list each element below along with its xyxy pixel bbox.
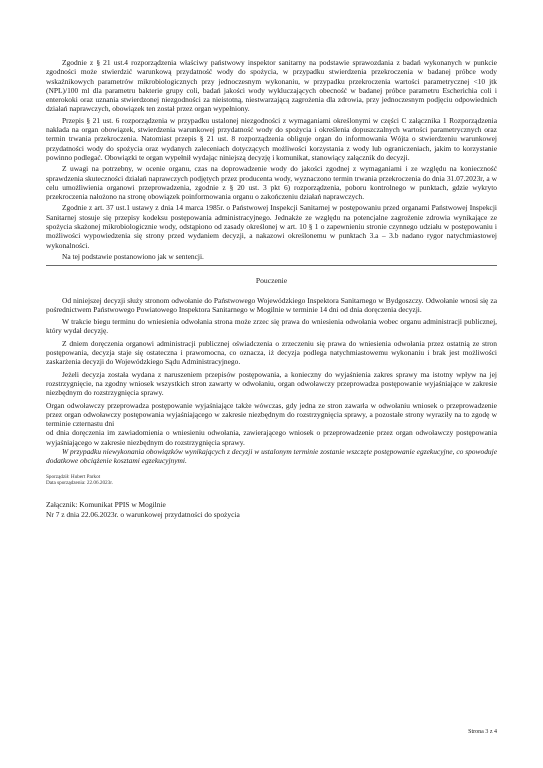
pouczenie-waiver-effect: Z dniem doręczenia organowi administracji publicznej oświadczenia o zrzeczeniu się prawa do wniesienia odwołania przez ostatnią ze stron postępowania, decyzja staje się ostateczna i prawomocna, co oznacza, iż decyzja podlega natychmiastowemu wykonaniu i brak jest możliwości zaskarżenia decyzji do Wojewódzkiego Sądu Administracyjnego. <box>46 338 497 367</box>
document-metadata <box>46 474 497 487</box>
prepared-by: Sporządził: Hubert Parkot <box>46 473 101 480</box>
attachment-line-1: Załącznik: Komunikat PPIS w Mogilnie <box>46 500 166 510</box>
pouczenie-enforcement: W przypadku niewykonania obowiązków wynikających z decyzji w ustalonym terminie zostanie wszczęte postępowanie egzekucyjne, co spowoduje dodatkowe obciążenie kosztami egzekucyjnymi. <box>46 446 498 466</box>
attachment-note <box>46 500 497 519</box>
pouczenie-explanatory-proceedings: Jeżeli decyzja została wydana z naruszeniem przepisów postępowania, a konieczny do wyjaśnienia zakres sprawy ma istotny wpływ na jej rozstrzygnięcie, na zgodny wniosek wszystkich stron zawarty w odwołaniu, organ odwoławczy przeprowadza postępowanie wyjaśniające w zakresie niezbędnym do rozstrzygnięcia sprawy. <box>46 369 497 398</box>
section-divider <box>46 265 497 266</box>
attachment-line-2: Nr 7 z dnia 22.06.2023r. o warunkowej przydatności do spożycia <box>46 509 240 519</box>
paragraph-21-6-8: Przepis § 21 ust. 6 rozporządzenia w przypadku ustalonej niezgodności z wymaganiami określonymi w części C załącznika 1 Rozporządzenia nakłada na organ obowiązek, stwierdzenia warunkowej przydatność wody do spożycia i określenia dopuszczalnych wartości parametrycznych oraz termin trwania przekroczenia. Natomiast przepis § 21 ust. 8 rozporządzenia obliguje organ do informowania Wójta o stwierdzeniu warunkowej przydatności wody do spożycia oraz wydanych zaleceniach dotyczących możliwości korzystania z wody lub ograniczeniach, jakim to korzystanie powinno podlegać. Obowiązki te organ wypełnił wydając niniejszą decyzję i komunikat, stanowiący załącznik do decyzji. <box>46 115 497 162</box>
pouczenie-explanatory-request: Organ odwoławczy przeprowadza postępowanie wyjaśniające także wówczas, gdy jedna ze stron zawarła w odwołaniu wniosek o przeprowadzenie przez organ odwoławczy postępowania wyjaśniającego w zakresie niezbędnym do rozstrzygnięcia sprawy, a pozostałe strony wyraziły na to zgodę w terminie czternastu dni <box>46 400 497 429</box>
decision-justification <box>46 58 497 519</box>
page-number: Strona 3 z 4 <box>468 729 497 735</box>
section-heading-pouczenie: Pouczenie <box>255 276 288 286</box>
pouczenie-appeal: Od niniejszej decyzji służy stronom odwołanie do Państwowego Wojewódzkiego Inspektora Sanitarnego w Bydgoszczy. Odwołanie wnosi się za pośrednictwem Państwowego Powiatowego Inspektora Sanitarnego w Mogilnie w terminie 14 dni od dnia doręczenia decyzji. <box>46 295 497 314</box>
pouczenie-section <box>46 296 497 466</box>
paragraph-deadline: Z uwagi na potrzebny, w ocenie organu, czas na doprowadzenie wody do jakości zgodnej z wymaganiami i ze względu na konieczność sprawdzenia skuteczności działań naprawczych podjętych przez producenta wody, wyznaczono termin trwania przekroczenia do dnia 31.07.2023r, a w celu umożliwienia organowi przeprowadzenia, zgodnie z § 20 ust. 3 pkt 6) rozporządzenia, poboru kontrolnego w punktach, gdzie wykryto przekroczenia nałożono na stronę obowiązek poinformowania organu o zakończeniu działań naprawczych. <box>46 164 497 202</box>
pouczenie-explanatory-request-cont: od dnia doręczenia im zawiadomienia o wniesieniu odwołania, zawierającego wniosek o przeprowadzenie przez organ odwoławczy postępowania wyjaśniającego w zakresie niezbędnym do rozstrzygnięcia sprawy. <box>46 428 497 447</box>
paragraph-21-4: Zgodnie z § 21 ust.4 rozporządzenia właściwy państwowy inspektor sanitarny na podstawie sprawozdania z badań wykonanych w punkcie zgodności może stwierdzić warunkową przydatność wody do spożycia, w przypadku stwierdzenia przekroczenia w badanej próbce wody wskaźnikowych parametrów mikrobiologicznych przy jednoczesnym wykonaniu, w przypadku przekroczenia wartości parametrycznej <10 jtk (NPL)/100 ml dla parametru bakterie grupy coli, badań jakości wody wykluczających obecność w badanej próbce parametru Escherichia coli i enterokoki oraz uznania stwierdzonej niezgodności za nieistotną, niestwarzającą zagrożenia dla zdrowia, przy jednoczesnym podjęciu odpowiednich działań naprawczych, obowiązek ten został przez organ wypełniony. <box>46 58 497 114</box>
pouczenie-waiver: W trakcie biegu terminu do wniesienia odwołania strona może zrzec się prawa do wniesienia odwołania wobec organu administracji publicznej, który wydał decyzję. <box>46 317 497 336</box>
preparation-date: Data sporządzenia: 22.06.2023r. <box>46 479 113 486</box>
paragraph-conclusion: Na tej podstawie postanowiono jak w sentencji. <box>62 251 204 261</box>
paragraph-art-37: Zgodnie z art. 37 ust.1 ustawy z dnia 14 marca 1985r. o Państwowej Inspekcji Sanitarnej w postępowaniu przed organami Państwowej Inspekcji Sanitarnej stosuje się przepisy kodeksu postępowania administracyjnego. Jednakże ze względu na potencjalne zagrożenie zdrowia wynikające ze spożycia skażonej mikrobiologicznie wody, odstąpiono od zasady określonej w art. 10 § 1 o zapewnieniu stronie czynnego udziału w postępowaniu i możliwości wypowiedzenia się strony przed wydaniem decyzji, a nakazowi określonemu w punktach 3.a – 3.b nadano rygor natychmiastowej wykonalności. <box>46 203 497 250</box>
